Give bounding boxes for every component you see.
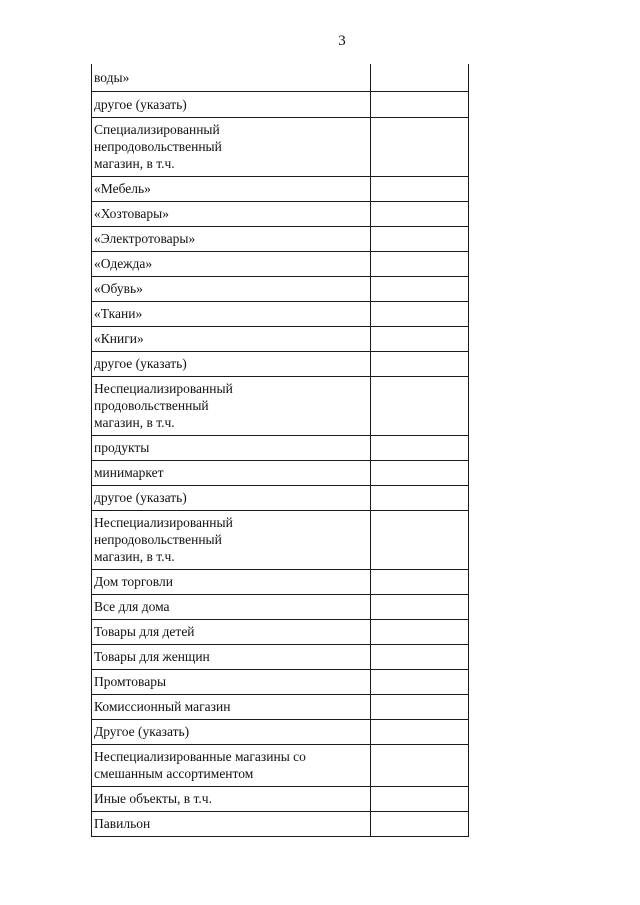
row-label: воды» (92, 64, 371, 91)
row-label: минимаркет (92, 460, 371, 485)
table-row (92, 744, 469, 786)
row-value (371, 251, 469, 276)
table-row (92, 569, 469, 594)
row-label: другое (указать) (92, 485, 371, 510)
row-value (371, 594, 469, 619)
table-row (92, 176, 469, 201)
row-value (371, 351, 469, 376)
table-row (92, 719, 469, 744)
row-value (371, 719, 469, 744)
table-row (92, 117, 469, 176)
row-value (371, 301, 469, 326)
table-row (92, 694, 469, 719)
row-label: другое (указать) (92, 351, 371, 376)
row-label: «Одежда» (92, 251, 371, 276)
table-row (92, 91, 469, 117)
table-row (92, 226, 469, 251)
table-row (92, 301, 469, 326)
table-row (92, 351, 469, 376)
row-label: «Мебель» (92, 176, 371, 201)
row-label: Другое (указать) (92, 719, 371, 744)
table-row (92, 64, 469, 91)
row-label: Неспециализированный непродовольственный магазин, в т.ч. (92, 510, 371, 569)
row-value (371, 435, 469, 460)
table-row (92, 669, 469, 694)
row-label: другое (указать) (92, 91, 371, 117)
row-label: Товары для женщин (92, 644, 371, 669)
row-label: «Хозтовары» (92, 201, 371, 226)
row-value (371, 201, 469, 226)
table-row (92, 251, 469, 276)
row-value (371, 744, 469, 786)
table-row (92, 435, 469, 460)
row-value (371, 569, 469, 594)
table-row (92, 326, 469, 351)
table-row (92, 644, 469, 669)
table-row (92, 485, 469, 510)
table-row (92, 460, 469, 485)
row-value (371, 226, 469, 251)
row-label: Павильон (92, 811, 371, 836)
row-label: Дом торговли (92, 569, 371, 594)
row-label: Комиссионный магазин (92, 694, 371, 719)
table-row (92, 594, 469, 619)
row-value (371, 694, 469, 719)
row-value (371, 510, 469, 569)
row-value (371, 811, 469, 836)
row-value (371, 117, 469, 176)
row-label: «Электротовары» (92, 226, 371, 251)
row-value (371, 786, 469, 811)
row-value (371, 276, 469, 301)
table-row (92, 619, 469, 644)
table-row (92, 276, 469, 301)
row-value (371, 644, 469, 669)
row-value (371, 669, 469, 694)
store-types-table (91, 64, 469, 837)
row-label: продукты (92, 435, 371, 460)
row-value (371, 376, 469, 435)
row-label: Неспециализированный продовольственный магазин, в т.ч. (92, 376, 371, 435)
table-row (92, 376, 469, 435)
row-label: «Обувь» (92, 276, 371, 301)
row-label: «Книги» (92, 326, 371, 351)
row-value (371, 176, 469, 201)
row-label: Товары для детей (92, 619, 371, 644)
row-label: «Ткани» (92, 301, 371, 326)
table-row (92, 510, 469, 569)
row-label: Все для дома (92, 594, 371, 619)
row-label: Специализированный непродовольственный магазин, в т.ч. (92, 117, 371, 176)
table-row (92, 786, 469, 811)
table-body (92, 64, 469, 836)
row-label: Неспециализированные магазины со смешанным ассортиментом (92, 744, 371, 786)
table-row (92, 811, 469, 836)
row-value (371, 485, 469, 510)
row-label: Промтовары (92, 669, 371, 694)
row-value (371, 91, 469, 117)
table-row (92, 201, 469, 226)
row-value (371, 326, 469, 351)
page-number: 3 (338, 33, 346, 49)
row-value (371, 460, 469, 485)
row-value (371, 64, 469, 91)
row-label: Иные объекты, в т.ч. (92, 786, 371, 811)
row-value (371, 619, 469, 644)
